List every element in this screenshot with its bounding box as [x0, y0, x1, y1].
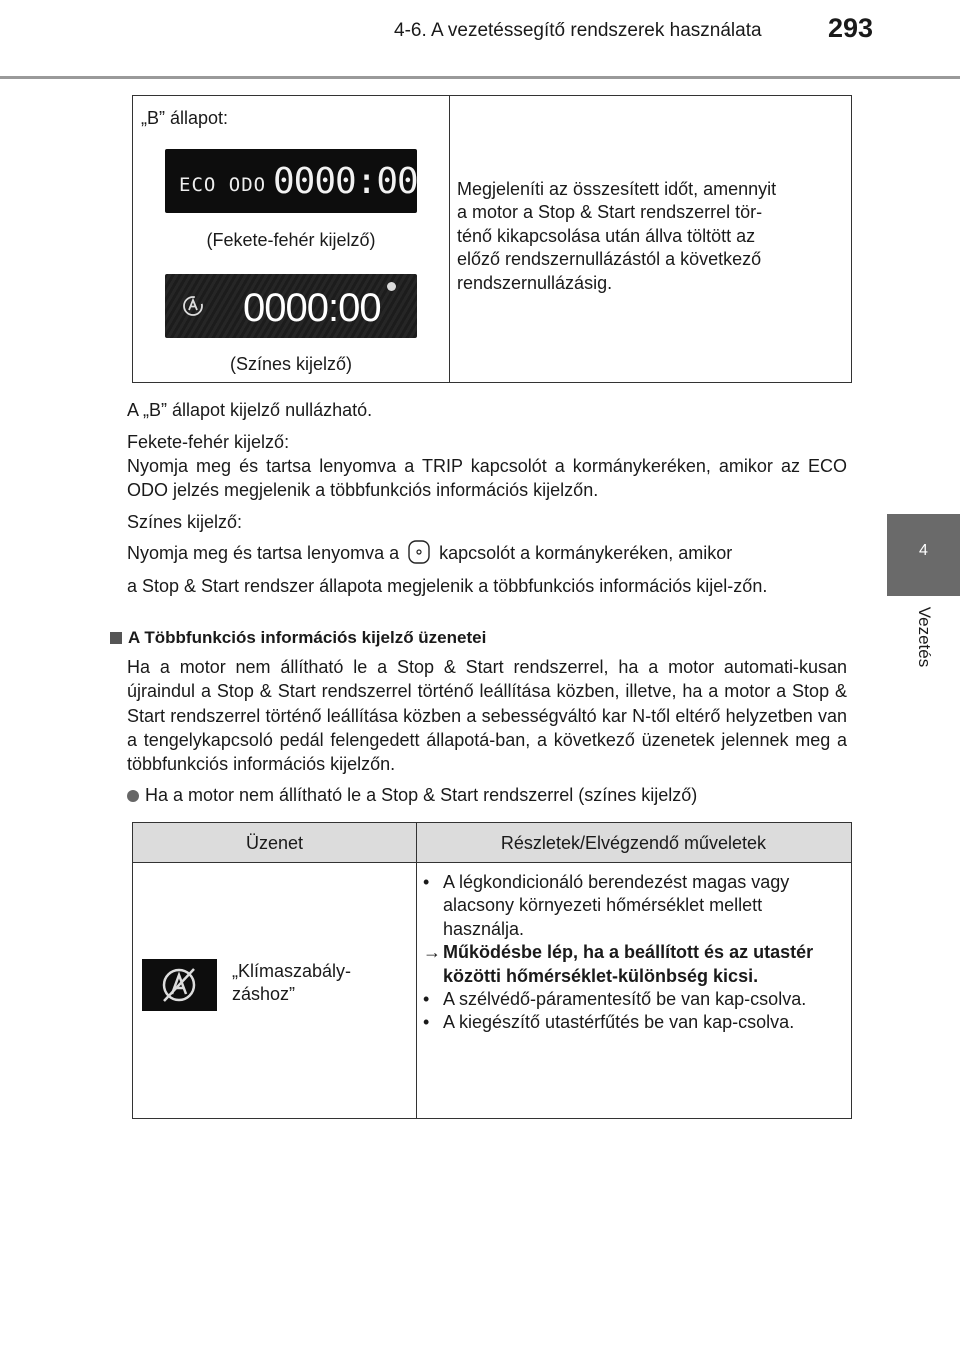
bw-display-caption: (Fekete-fehér kijelző): [206, 230, 376, 250]
bw-display-image: [165, 149, 417, 213]
state-b-box: [132, 95, 852, 383]
steering-switch-icon: [407, 540, 431, 564]
details-list: [423, 871, 843, 1035]
detail-item-action: [423, 941, 843, 988]
climate-control-icon-graphic: [142, 959, 217, 1011]
chapter-tab-number: 4: [919, 542, 928, 559]
section-text: Ha a motor nem állítható le a Stop & Start rendszerrel, ha a motor automati-kusan újraindul a Stop & Start rendszerrel történő leállítása közben, illetve, ha a motor a Stop & Start rendszerrel történő leállítása közben a sebességváltó kar N-től eltérő helyzetben van a tengelykapcsoló pedál felengedett állapotá-ban, a következő üzenetek jelennek meg a többfunkciós információs kijelzőn.: [127, 657, 847, 775]
bw-label: Fekete-fehér kijelző:: [127, 432, 290, 452]
section-heading-text: A Többfunkciós információs kijelző üzenetei: [128, 628, 487, 647]
state-b-title: „B” állapot:: [141, 108, 229, 128]
eco-odo-label: ECO ODO: [179, 174, 267, 196]
square-bullet-icon: [110, 632, 122, 644]
section-heading: [110, 628, 486, 648]
bullet-item: [127, 785, 697, 806]
state-b-displays: [133, 96, 450, 382]
table-column-divider: [416, 823, 417, 1118]
table-header-row: [133, 823, 851, 863]
chapter-tab[interactable]: [887, 514, 960, 596]
detail-text: A kiegészítő utastérfűtés be van kap-csolva.: [443, 1012, 795, 1033]
round-bullet-icon: [127, 790, 139, 802]
chapter-tab-label: Vezetés: [914, 606, 934, 668]
detail-item: [423, 988, 843, 1011]
color-label: Színes kijelző:: [127, 512, 243, 532]
page-number: 293: [828, 13, 874, 43]
arrow-icon: →: [423, 942, 441, 963]
detail-text: A légkondicionáló berendezést magas vagy alacsony környezeti hőmérséklet mellett használja.: [443, 872, 790, 939]
detail-marker: •: [423, 988, 430, 1009]
detail-marker: •: [423, 872, 430, 892]
stop-start-icon: [181, 294, 205, 318]
detail-item: [423, 871, 843, 941]
header-divider: [0, 76, 960, 79]
chapter-title: 4-6. A vezetéssegítő rendszerek használata: [394, 20, 762, 41]
climate-control-icon: [142, 959, 217, 1011]
messages-table: [132, 822, 852, 1119]
color-instructions-part-c: a Stop & Start rendszer állapota megjelenik a többfunkciós információs kijel-zőn.: [127, 576, 768, 597]
color-instructions-part-b: kapcsolót a kormánykeréken, amikor: [439, 543, 733, 563]
table-header-message: Üzenet: [245, 833, 304, 853]
bullet-text: Ha a motor nem állítható le a Stop & Start rendszerrel (színes kijelző): [145, 785, 698, 805]
color-time-readout: 0000:00: [243, 286, 381, 330]
bw-instructions: Nyomja meg és tartsa lenyomva a TRIP kapcsolót a kormánykeréken, amikor az ECO ODO jelzés megjelenik a többfunkciós információs kijelzőn.: [127, 456, 847, 501]
detail-text: A szélvédő-páramentesítő be van kap-csolva.: [443, 988, 807, 1009]
color-instructions: [127, 541, 847, 599]
detail-item: [423, 1011, 843, 1034]
detail-text: Működésbe lép, ha a beállított és az utastér közötti hőmérséklet-különbség kicsi.: [443, 942, 814, 986]
table-header-details: Részletek/Elvégzendő műveletek: [500, 833, 767, 853]
state-b-description: Megjeleníti az összesített időt, amennyit a motor a Stop & Start rendszerrel tör- ténő kikapcsolása után állva töltött az előző rendszernullázástól a következő rendszernullázásig.: [457, 179, 777, 293]
message-text: „Klímaszabály- záshoz”: [232, 961, 352, 1005]
color-display-image: [165, 274, 417, 338]
detail-marker: •: [423, 1012, 430, 1033]
color-instructions-part-a: Nyomja meg és tartsa lenyomva a: [127, 543, 400, 563]
chapter-tab-label-box: [887, 596, 960, 678]
bw-time-readout: 0000:00: [273, 161, 418, 202]
reset-note: A „B” állapot kijelző nullázható.: [127, 400, 373, 420]
color-display-caption: (Színes kijelző): [229, 354, 353, 374]
indicator-dot-icon: [387, 282, 396, 291]
